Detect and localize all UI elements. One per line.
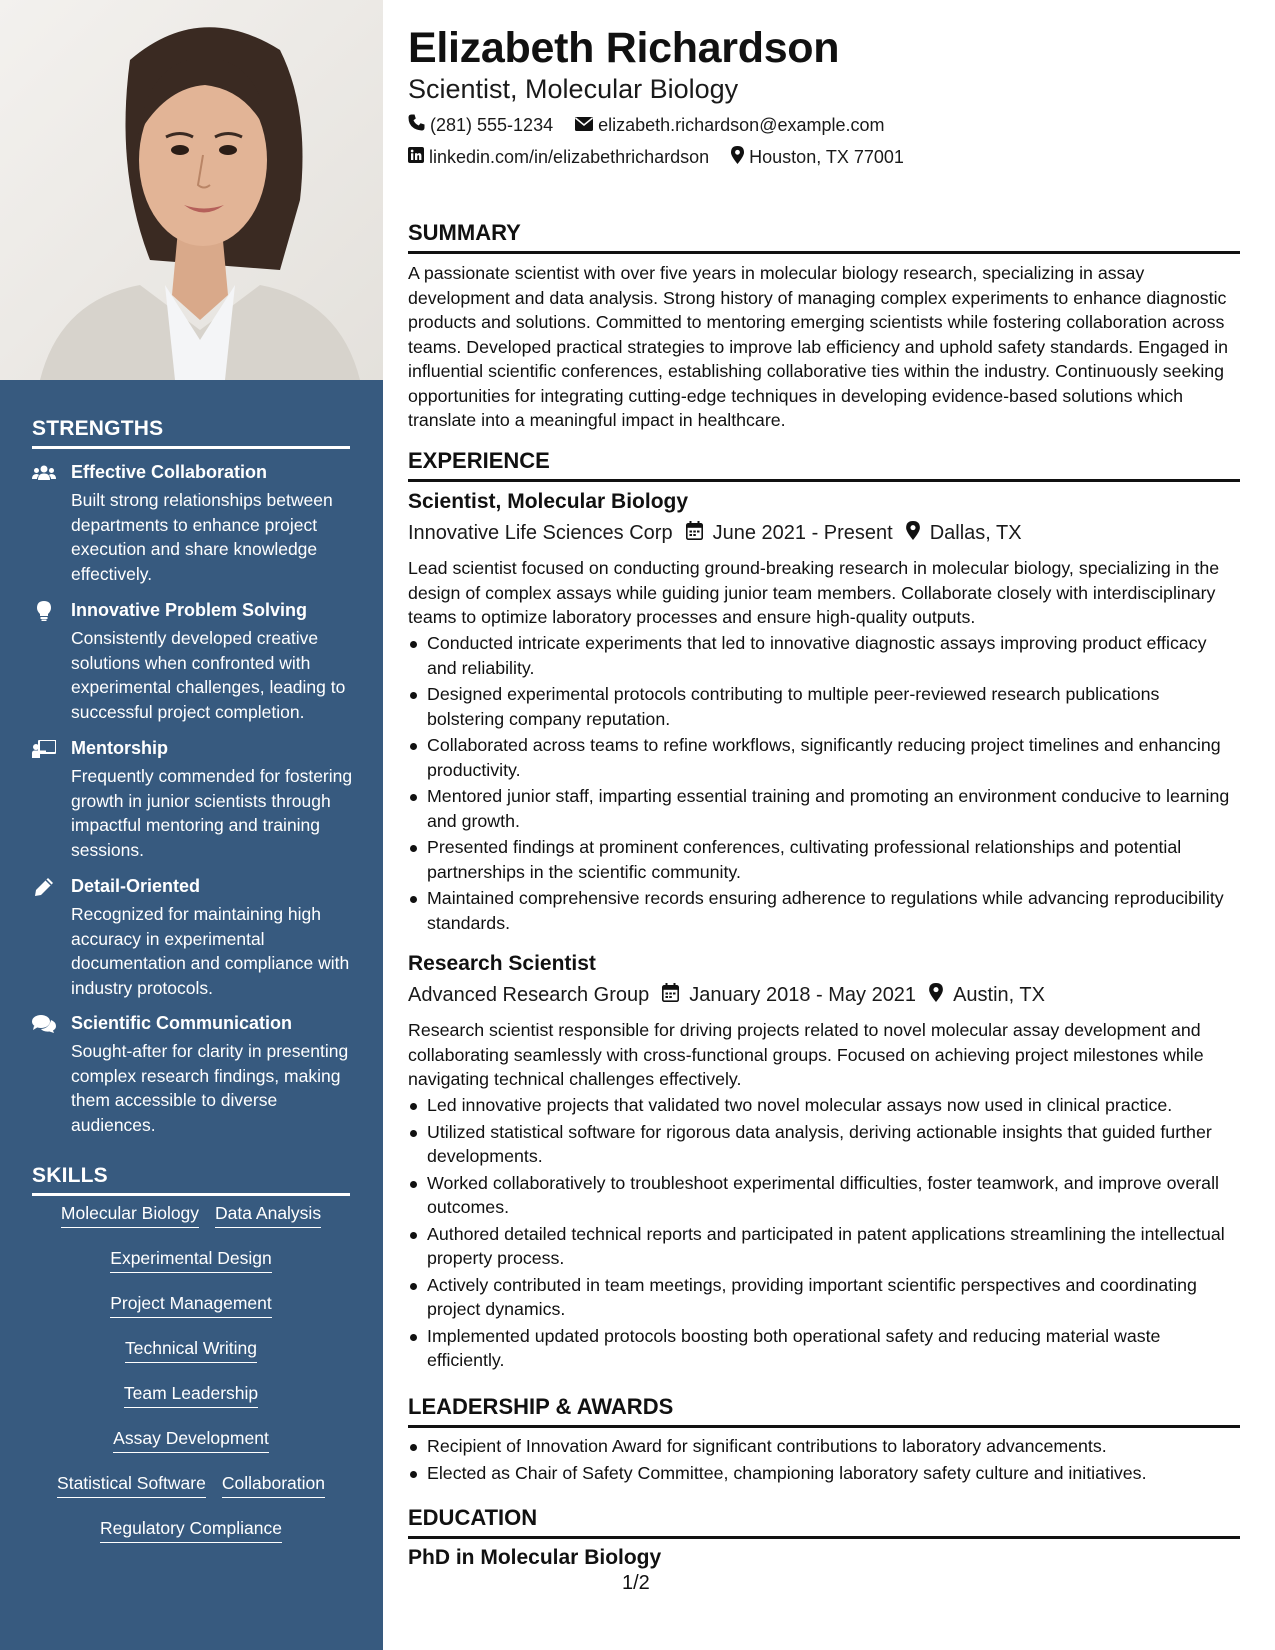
job-title: Scientist, Molecular Biology <box>408 490 689 513</box>
skill-tag: Project Management <box>110 1293 271 1318</box>
strength-title: Effective Collaboration <box>71 462 268 482</box>
list-item: Designed experimental protocols contributing to multiple peer-reviewed research publications bolstering company reputation. <box>408 682 1240 731</box>
location-text: Houston, TX 77001 <box>749 147 904 167</box>
list-item: Utilized statistical software for rigorous data analysis, deriving actionable insights that guided further developments. <box>408 1120 1240 1169</box>
location-text: Austin, TX <box>953 984 1045 1006</box>
lightbulb-icon <box>32 601 56 621</box>
job-description: Research scientist responsible for driving projects related to novel molecular assay development and collaborating seamlessly with cross-functional groups. Focused on achieving project milestones while navigating technical challenges effectively. <box>408 1020 1204 1089</box>
job-location <box>929 983 1045 1008</box>
candidate-name: Elizabeth Richardson <box>408 24 840 72</box>
strength-description: Frequently commended for fostering growth in junior scientists through impactful mentoring and training sessions. <box>71 766 353 860</box>
list-item: Led innovative projects that validated two novel molecular assays now used in clinical practice. <box>408 1093 1240 1118</box>
list-item: Actively contributed in team meetings, providing important scientific perspectives and coordinating project dynamics. <box>408 1273 1240 1322</box>
job-description: Lead scientist focused on conducting ground-breaking research in molecular biology, specializing in the design of complex assays while guiding junior team members. Collaborate closely with interdisciplinary teams to optimize laboratory processes and ensure high-quality outputs. <box>408 558 1220 627</box>
list-item: Presented findings at prominent conferences, cultivating professional relationships and potential partnerships in the scientific community. <box>408 835 1240 884</box>
degree-title: PhD in Molecular Biology <box>408 1546 662 1569</box>
candidate-title: Scientist, Molecular Biology <box>408 74 739 104</box>
leadership-list <box>408 1434 1240 1487</box>
map-marker-icon <box>906 521 930 546</box>
map-marker-icon <box>731 146 749 169</box>
skill-tag: Collaboration <box>222 1473 325 1498</box>
skill-tag: Experimental Design <box>110 1248 271 1273</box>
map-marker-icon <box>929 983 953 1008</box>
dates-text: January 2018 - May 2021 <box>689 984 917 1006</box>
envelope-icon <box>575 115 598 136</box>
job-meta <box>408 983 1058 1008</box>
list-item: Conducted intricate experiments that led to innovative diagnostic assays improving product efficacy and reliability. <box>408 631 1240 680</box>
skill-tag: Statistical Software <box>57 1473 206 1498</box>
contact-location <box>731 146 904 169</box>
skills-list <box>32 1203 350 1563</box>
contact-linkedin[interactable] <box>408 147 709 168</box>
comments-icon <box>32 1014 56 1034</box>
strength-description: Sought-after for clarity in presenting complex research findings, making them accessible to diverse audiences. <box>71 1041 349 1135</box>
linkedin-icon <box>408 147 429 168</box>
strength-description: Consistently developed creative solutions when confronted with experimental challenges, leading to successful project completion. <box>71 628 346 722</box>
list-item: Elected as Chair of Safety Committee, championing laboratory safety culture and initiatives. <box>408 1461 1240 1486</box>
email-text[interactable]: elizabeth.richardson@example.com <box>598 114 885 135</box>
job-dates <box>662 983 916 1008</box>
profile-photo <box>0 0 383 380</box>
calendar-icon <box>686 521 713 546</box>
leadership-heading: LEADERSHIP & AWARDS <box>408 1394 1240 1428</box>
phone-text: (281) 555-1234 <box>430 114 554 135</box>
skill-tag: Technical Writing <box>125 1338 257 1363</box>
strength-title: Innovative Problem Solving <box>71 600 308 620</box>
location-text: Dallas, TX <box>929 522 1022 544</box>
strength-description: Built strong relationships between departments to enhance project execution and share knowledge effectively. <box>71 490 333 584</box>
list-item: Collaborated across teams to refine workflows, significantly reducing project timelines and enhancing productivity. <box>408 733 1240 782</box>
strengths-heading: STRENGTHS <box>32 417 350 449</box>
skills-heading: SKILLS <box>32 1164 350 1196</box>
pencil-icon <box>32 877 56 897</box>
contact-row <box>408 114 907 136</box>
calendar-icon <box>662 983 689 1008</box>
linkedin-text[interactable]: linkedin.com/in/elizabethrichardson <box>429 147 710 167</box>
job-title: Research Scientist <box>408 952 596 975</box>
skill-tag: Molecular Biology <box>61 1203 199 1228</box>
contact-email[interactable] <box>575 115 884 136</box>
page-number: 1/2 <box>622 1572 650 1594</box>
education-heading: EDUCATION <box>408 1505 1240 1539</box>
contact-phone <box>408 114 553 136</box>
list-item: Authored detailed technical reports and participated in patent applications streamlining the intellectual property process. <box>408 1222 1240 1271</box>
skill-tag: Data Analysis <box>215 1203 321 1228</box>
experience-heading: EXPERIENCE <box>408 448 1240 482</box>
dates-text: June 2021 - Present <box>712 522 893 544</box>
strength-title: Scientific Communication <box>71 1013 293 1033</box>
list-item: Recipient of Innovation Award for significant contributions to laboratory advancements. <box>408 1434 1240 1459</box>
job-dates <box>686 521 893 546</box>
strength-title: Detail-Oriented <box>71 876 201 896</box>
chalkboard-teacher-icon <box>32 739 56 759</box>
sidebar <box>0 0 383 1650</box>
company-name: Advanced Research Group <box>408 984 650 1006</box>
summary-heading: SUMMARY <box>408 220 1240 254</box>
job-bullets <box>408 1093 1240 1375</box>
skill-tag: Assay Development <box>113 1428 269 1453</box>
strength-title: Mentorship <box>71 738 168 758</box>
phone-icon <box>408 114 430 136</box>
job-location <box>906 521 1022 546</box>
contact-row <box>408 146 926 169</box>
company-name: Innovative Life Sciences Corp <box>408 522 673 544</box>
skill-tag: Regulatory Compliance <box>100 1518 282 1543</box>
summary-text: A passionate scientist with over five years in molecular biology research, specializing in assay development and data analysis. Strong history of managing complex experiments to enhance diagnostic products and solutions. Committed to mentoring emerging scientists while fostering collaboration across teams. Developed practical strategies to improve lab efficiency and uphold safety standards. Engaged in influential scientific conferences, establishing collaborative ties within the industry. Continuously seeking opportunities for integrating cutting-edge techniques in developing evidence-based solutions which translate into a meaningful impact in healthcare. <box>408 263 1229 430</box>
strength-description: Recognized for maintaining high accuracy in experimental documentation and compliance with industry protocols. <box>71 904 350 998</box>
users-icon <box>32 463 56 483</box>
list-item: Implemented updated protocols boosting both operational safety and reducing material waste efficiently. <box>408 1324 1240 1373</box>
skill-tag: Team Leadership <box>124 1383 258 1408</box>
job-meta <box>408 521 1035 546</box>
job-bullets <box>408 631 1240 937</box>
list-item: Mentored junior staff, imparting essential training and promoting an environment conducive to learning and growth. <box>408 784 1240 833</box>
list-item: Maintained comprehensive records ensuring adherence to regulations while advancing reproducibility standards. <box>408 886 1240 935</box>
list-item: Worked collaboratively to troubleshoot experimental difficulties, foster teamwork, and improve overall outcomes. <box>408 1171 1240 1220</box>
